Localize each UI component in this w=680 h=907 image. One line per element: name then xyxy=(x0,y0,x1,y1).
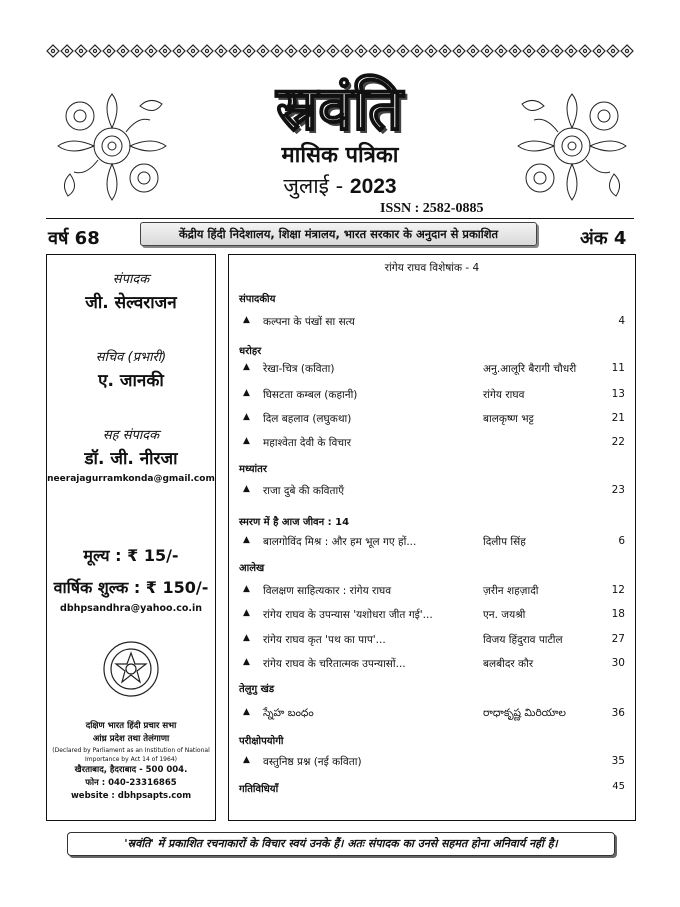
toc-entry xyxy=(229,436,635,452)
section-heading: आलेख xyxy=(239,563,265,574)
bullet-triangle-icon: ▲ xyxy=(243,657,250,667)
masthead xyxy=(200,76,480,201)
toc-entry xyxy=(229,388,635,404)
issue-number: अंक 4 xyxy=(580,228,627,249)
section-heading: संपादकीय xyxy=(239,294,276,305)
secretary-label: सचिव (प्रभारी) xyxy=(95,350,167,365)
entry-author: विजय हिंदुराव पाटील xyxy=(483,634,563,646)
editorial-sidebar xyxy=(46,254,216,821)
bullet-triangle-icon: ▲ xyxy=(243,436,250,446)
entry-title: बालगोविंद मिश्र : और हम भूल गए हों... xyxy=(263,536,417,548)
coeditor-email: neerajagurramkonda@gmail.com xyxy=(47,474,215,484)
section-heading: गतिविधियाँ xyxy=(239,784,279,795)
entry-page-number: 30 xyxy=(611,657,625,669)
flower-illustration-left xyxy=(50,86,174,206)
toc-entry xyxy=(229,362,635,378)
magazine-title: स्रवंति xyxy=(276,74,404,144)
editor-label: संपादक xyxy=(112,272,150,287)
entry-author: दिलीप सिंह xyxy=(483,536,526,548)
editor-name: जी. सेल्वराजन xyxy=(85,293,177,313)
toc-entry xyxy=(229,484,635,500)
entry-author: एन. जयश्री xyxy=(483,609,526,621)
section-heading: परीक्षोपयोगी xyxy=(239,736,284,747)
bullet-triangle-icon: ▲ xyxy=(243,412,250,422)
publication-banner: केंद्रीय हिंदी निदेशालय, शिक्षा मंत्रालय, भारत सरकार के अनुदान से प्रकाशित xyxy=(140,222,537,246)
org-phone: फोन : 040-23316865 xyxy=(85,778,177,788)
entry-title: रांगेय राघव के चरितात्मक उपन्यासों... xyxy=(263,658,406,670)
secretary-name: ए. जानकी xyxy=(98,371,164,391)
bullet-triangle-icon: ▲ xyxy=(243,633,250,643)
flower-illustration-right xyxy=(510,86,634,206)
entry-title: रेखा-चित्र (कविता) xyxy=(263,363,335,375)
section-heading: मध्यांतर xyxy=(239,464,267,475)
issue-year: 2023 xyxy=(349,175,397,198)
org-name: दक्षिण भारत हिंदी प्रचार सभा xyxy=(85,721,177,731)
entry-title: స్నేహ బంధం xyxy=(263,707,314,719)
entry-author: రాధాకృష్ణ మిరియాల xyxy=(483,707,566,719)
entry-title: विलक्षण साहित्यकार : रांगेय राघव xyxy=(263,585,392,597)
entry-page-number: 4 xyxy=(618,315,625,327)
entry-page-number: 12 xyxy=(611,584,625,596)
special-issue-title: रांगेय राघव विशेषांक - 4 xyxy=(384,262,480,274)
entry-title: महाश्वेता देवी के विचार xyxy=(263,437,352,449)
bullet-triangle-icon: ▲ xyxy=(243,584,250,594)
contact-email: dbhpsandhra@yahoo.co.in xyxy=(60,603,202,614)
volume-number: वर्ष 68 xyxy=(48,228,100,249)
entry-page-number: 11 xyxy=(611,362,625,374)
toc-entry xyxy=(229,707,635,723)
bullet-triangle-icon: ▲ xyxy=(243,608,250,618)
entry-author: ज़रीन शहज़ादी xyxy=(483,585,539,597)
entry-title: रांगेय राघव कृत 'पथ का पाप'... xyxy=(263,634,386,646)
section-heading: स्मरण में है आज जीवन : 14 xyxy=(239,517,350,528)
bullet-triangle-icon: ▲ xyxy=(243,755,250,765)
bullet-triangle-icon: ▲ xyxy=(243,535,250,545)
toc-entry xyxy=(229,584,635,600)
entry-page-number: 36 xyxy=(611,707,625,719)
entry-page-number: 18 xyxy=(611,608,625,620)
toc-entry xyxy=(229,315,635,331)
toc-entry xyxy=(229,633,635,649)
coeditor-name: डॉ. जी. नीरजा xyxy=(84,449,178,469)
entry-page-number: 35 xyxy=(611,755,625,767)
entry-title: वस्तुनिष्ठ प्रश्न (नई कविता) xyxy=(263,756,362,768)
magazine-subtitle: मासिक पत्रिका xyxy=(281,143,399,168)
entry-title: कल्पना के पंखों सा सत्य xyxy=(263,316,355,328)
bullet-triangle-icon: ▲ xyxy=(243,388,250,398)
section-heading: तेलुगु खंड xyxy=(239,684,275,695)
entry-author: रांगेय राघव xyxy=(483,389,525,401)
issue-month: जुलाई - xyxy=(283,174,344,198)
entry-page-number: 21 xyxy=(611,412,625,424)
entry-title: दिल बहलाव (लघुकथा) xyxy=(263,413,352,425)
entry-author: बलबीदर कौर xyxy=(483,658,534,670)
entry-title: रांगेय राघव के उपन्यास 'यशोधरा जीत गई'... xyxy=(263,609,433,621)
entry-page-number: 22 xyxy=(611,436,625,448)
entry-author: अनु.आलूरि बैरागी चौधरी xyxy=(483,363,577,375)
issn-number: ISSN : 2582-0885 xyxy=(380,201,484,216)
annual-fee: वार्षिक शुल्क : ₹ 150/- xyxy=(53,578,209,597)
entry-page-number: 27 xyxy=(611,633,625,645)
org-website: website : dbhpsapts.com xyxy=(70,791,192,801)
toc-entry xyxy=(229,657,635,673)
coeditor-label: सह संपादक xyxy=(102,428,160,443)
table-of-contents xyxy=(228,254,636,821)
entry-page-number: 6 xyxy=(618,535,625,547)
section-page-number: 45 xyxy=(612,781,625,792)
price: मूल्य : ₹ 15/- xyxy=(83,546,179,565)
org-region: आंध्र प्रदेश तथा तेलंगाणा xyxy=(92,734,170,744)
entry-title: घिसटता कम्बल (कहानी) xyxy=(263,389,358,401)
toc-entry xyxy=(229,608,635,624)
toc-entry xyxy=(229,755,635,771)
sabha-emblem-icon xyxy=(102,640,160,698)
bullet-triangle-icon: ▲ xyxy=(243,315,250,325)
issue-date xyxy=(200,172,480,201)
header-divider xyxy=(46,218,634,219)
section-heading: धरोहर xyxy=(239,346,262,357)
bullet-triangle-icon: ▲ xyxy=(243,484,250,494)
toc-entry xyxy=(229,412,635,428)
entry-page-number: 23 xyxy=(611,484,625,496)
toc-entry xyxy=(229,535,635,551)
bullet-triangle-icon: ▲ xyxy=(243,707,250,717)
bullet-triangle-icon: ▲ xyxy=(243,362,250,372)
entry-page-number: 13 xyxy=(611,388,625,400)
disclaimer: 'स्रवंति' में प्रकाशित रचनाकारों के विचार स्वयं उनके हैं। अतः संपादक का उनसे सहमत होना अनिवार्य नहीं है। xyxy=(67,832,615,856)
entry-author: बालकृष्ण भट्ट xyxy=(483,413,534,425)
org-note: (Declared by Parliament as an Institution of National Importance by Act 14 of 1964) xyxy=(52,747,210,763)
org-address: खैरताबाद, हैदराबाद - 500 004. xyxy=(74,765,188,775)
ornamental-border xyxy=(46,44,634,58)
entry-title: राजा दुबे की कविताएँ xyxy=(263,485,345,497)
